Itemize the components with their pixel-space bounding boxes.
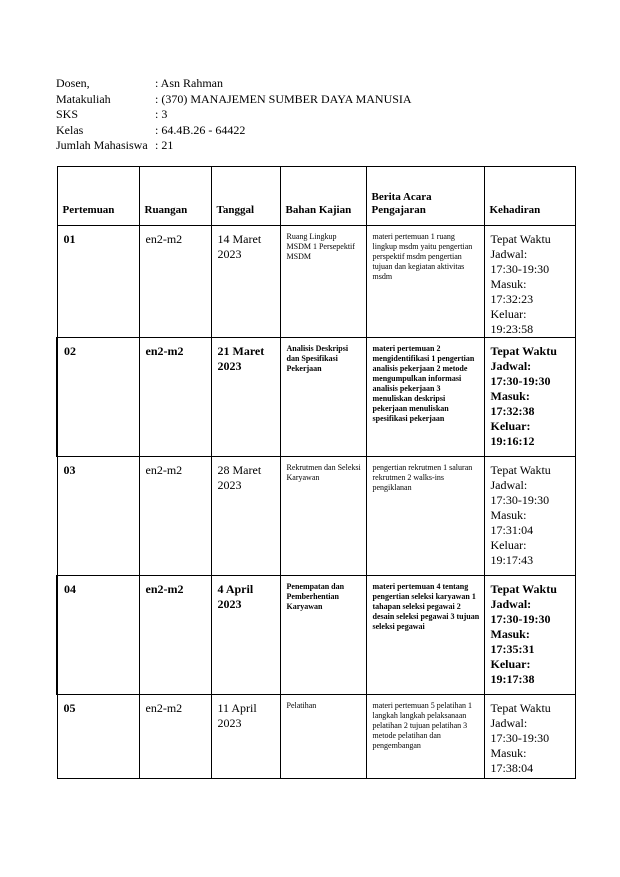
cell-tanggal: 4 April 2023 xyxy=(211,576,280,695)
cell-bahan-kajian: Analisis Deskripsi dan Spesifikasi Pekerjaan xyxy=(280,338,366,457)
table-row xyxy=(57,226,575,338)
kehadiran-jadwal-label: Jadwal: xyxy=(490,478,528,492)
header-label: Kelas xyxy=(56,122,84,137)
column-header-berita-acara: Berita Acara Pengajaran xyxy=(366,167,484,226)
header-value: : (370) MANAJEMEN SUMBER DAYA MANUSIA xyxy=(155,91,412,106)
table-header-row xyxy=(57,167,575,226)
header-label: Dosen, xyxy=(56,76,90,90)
cell-berita-acara: pengertian rekrutmen 1 saluran rekrutmen 2 walks-ins pengiklanan xyxy=(366,457,484,576)
header-label: Matakuliah xyxy=(56,91,111,106)
column-header-pertemuan: Pertemuan xyxy=(57,167,139,226)
kehadiran-masuk-label: Masuk: xyxy=(490,389,530,403)
kehadiran-keluar: 19:17:43 xyxy=(490,553,534,567)
kehadiran-keluar-label: Keluar: xyxy=(490,538,527,552)
cell-berita-acara: materi pertemuan 5 pelatihan 1 langkah langkah pelaksanaan pelatihan 2 tujuan pelatihan 3 metode pelatihan dan pengembangan xyxy=(366,695,484,779)
cell-tanggal: 14 Maret 2023 xyxy=(211,226,280,338)
column-header-kehadiran: Kehadiran xyxy=(484,167,575,226)
cell-kehadiran xyxy=(484,695,575,779)
cell-tanggal: 21 Maret 2023 xyxy=(211,338,280,457)
kehadiran-jadwal: 17:30-19:30 xyxy=(490,262,550,276)
kehadiran-jadwal: 17:30-19:30 xyxy=(490,493,550,507)
cell-kehadiran xyxy=(484,457,575,576)
kehadiran-jadwal: 17:30-19:30 xyxy=(490,612,551,626)
cell-kehadiran xyxy=(484,576,575,695)
cell-pertemuan: 05 xyxy=(57,695,139,779)
attendance-table xyxy=(56,166,576,779)
cell-tanggal: 11 April 2023 xyxy=(211,695,280,779)
kehadiran-keluar: 19:16:12 xyxy=(490,434,535,448)
header-row-matakuliah xyxy=(56,92,412,108)
kehadiran-jadwal: 17:30-19:30 xyxy=(490,374,551,388)
cell-berita-acara: materi pertemuan 2 mengidentifikasi 1 pengertian analisis pekerjaan 2 metode mengumpulkan informasi analisis pekerjaan 3 menuliskan deskripsi pekerjaan menuliskan spesifikasi pekerjaan xyxy=(366,338,484,457)
kehadiran-jadwal-label: Jadwal: xyxy=(490,247,528,261)
kehadiran-masuk: 17:35:31 xyxy=(490,642,535,656)
cell-ruangan: en2-m2 xyxy=(139,457,211,576)
kehadiran-keluar: 19:17:38 xyxy=(490,672,535,686)
kehadiran-masuk: 17:32:23 xyxy=(490,292,534,306)
cell-pertemuan: 01 xyxy=(57,226,139,338)
kehadiran-keluar-label: Keluar: xyxy=(490,419,531,433)
kehadiran-jadwal-label: Jadwal: xyxy=(490,716,528,730)
header-value: : Asn Rahman xyxy=(155,76,223,90)
column-header-bahan-kajian: Bahan Kajian xyxy=(280,167,366,226)
document-header xyxy=(56,76,412,154)
cell-bahan-kajian: Ruang Lingkup MSDM 1 Persepektif MSDM xyxy=(280,226,366,338)
kehadiran-keluar: 19:23:58 xyxy=(490,322,534,336)
column-header-tanggal: Tanggal xyxy=(211,167,280,226)
kehadiran-status: Tepat Waktu xyxy=(490,344,557,358)
header-label: Jumlah Mahasiswa xyxy=(56,138,148,152)
kehadiran-masuk: 17:31:04 xyxy=(490,523,534,537)
header-row-sks xyxy=(56,107,412,123)
kehadiran-status: Tepat Waktu xyxy=(490,701,551,715)
cell-pertemuan: 04 xyxy=(57,576,139,695)
header-label: SKS xyxy=(56,107,79,121)
cell-berita-acara: materi pertemuan 1 ruang lingkup msdm yaitu pengertian perspektif msdm pengertian tujuan dan kegiatan aktivitas msdm xyxy=(366,226,484,338)
kehadiran-keluar-label: Keluar: xyxy=(490,307,527,321)
cell-bahan-kajian: Penempatan dan Pemberhentian Karyawan xyxy=(280,576,366,695)
table-row xyxy=(57,457,575,576)
kehadiran-masuk-label: Masuk: xyxy=(490,277,527,291)
header-row-jumlah-mahasiswa xyxy=(56,138,412,154)
cell-ruangan: en2-m2 xyxy=(139,226,211,338)
table-row xyxy=(57,695,575,779)
cell-tanggal: 28 Maret 2023 xyxy=(211,457,280,576)
kehadiran-masuk-label: Masuk: xyxy=(490,627,530,641)
cell-kehadiran xyxy=(484,226,575,338)
kehadiran-masuk: 17:38:04 xyxy=(490,761,534,775)
kehadiran-status: Tepat Waktu xyxy=(490,582,557,596)
kehadiran-masuk: 17:32:38 xyxy=(490,404,535,418)
cell-berita-acara: materi pertemuan 4 tentang pengertian seleksi karyawan 1 tahapan seleksi pegawai 2 desain seleksi pegawai 3 tujuan seleksi pegawai xyxy=(366,576,484,695)
header-value: : 64.4B.26 - 64422 xyxy=(155,122,246,137)
cell-ruangan: en2-m2 xyxy=(139,576,211,695)
header-value: : 21 xyxy=(155,138,174,152)
cell-kehadiran xyxy=(484,338,575,457)
column-header-ruangan: Ruangan xyxy=(139,167,211,226)
kehadiran-jadwal-label: Jadwal: xyxy=(490,359,532,373)
cell-ruangan: en2-m2 xyxy=(139,695,211,779)
kehadiran-masuk-label: Masuk: xyxy=(490,508,527,522)
kehadiran-status: Tepat Waktu xyxy=(490,232,551,246)
cell-pertemuan: 02 xyxy=(57,338,139,457)
cell-bahan-kajian: Rekrutmen dan Seleksi Karyawan xyxy=(280,457,366,576)
header-value: : 3 xyxy=(155,107,168,121)
kehadiran-masuk-label: Masuk: xyxy=(490,746,527,760)
kehadiran-status: Tepat Waktu xyxy=(490,463,551,477)
cell-pertemuan: 03 xyxy=(57,457,139,576)
kehadiran-jadwal: 17:30-19:30 xyxy=(490,731,550,745)
header-row-dosen xyxy=(56,76,412,92)
header-row-kelas xyxy=(56,123,412,139)
table-row xyxy=(57,576,575,695)
cell-bahan-kajian: Pelatihan xyxy=(280,695,366,779)
cell-ruangan: en2-m2 xyxy=(139,338,211,457)
kehadiran-keluar-label: Keluar: xyxy=(490,657,531,671)
kehadiran-jadwal-label: Jadwal: xyxy=(490,597,532,611)
table-row xyxy=(57,338,575,457)
